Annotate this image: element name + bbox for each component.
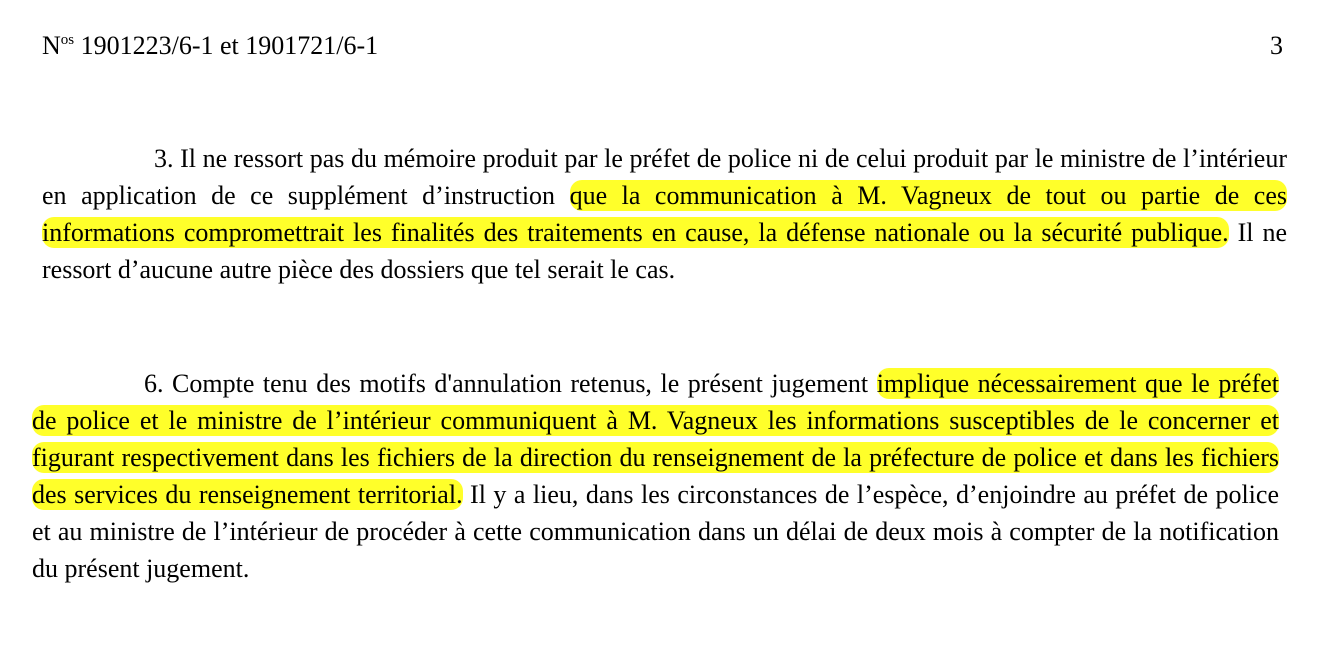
paragraph-6-highlighted-text: implique nécessairement que le préfet de police et le ministre de l’intérieur communiquent à M. Vagneux les informations susceptibles de le concerner et figurant respectivement dans les fichiers de la direction du renseignement de la préfecture de police et dans les fichiers des services du renseignement territorial.: [32, 369, 1279, 509]
paragraph-3-rest: Il ne ressort d’aucune autre pièce des dossiers que tel serait le cas.: [42, 218, 1288, 284]
paragraph-3: [42, 140, 1287, 288]
paragraph-6: [32, 365, 1279, 587]
paragraph-6-intro: 6. Compte tenu des motifs d'annulation retenus, le présent jugement: [144, 369, 877, 398]
case-reference-header: [42, 31, 378, 61]
case-prefix-superscript: os: [60, 32, 75, 48]
case-prefix: N: [42, 31, 61, 60]
paragraph-3-intro: 3. Il ne ressort pas du mémoire produit par le préfet de police ni de celui produit par le ministre de l’intérieur en application de ce supplément d’instruction: [42, 144, 1287, 210]
case-numbers: 1901223/6-1 et 1901721/6-1: [74, 31, 379, 60]
paragraph-3-highlighted-text: que la communication à M. Vagneux de tout ou partie de ces informations compromettrait les finalités des traitements en cause, la défense nationale ou la sécurité publique.: [42, 181, 1287, 247]
paragraph-6-rest: Il y a lieu, dans les circonstances de l’espèce, d’enjoindre au préfet de police et au ministre de l’intérieur de procéder à cette communication dans un délai de deux mois à compter de la notification du présent jugement.: [32, 480, 1279, 583]
page-number: 3: [1270, 31, 1283, 60]
